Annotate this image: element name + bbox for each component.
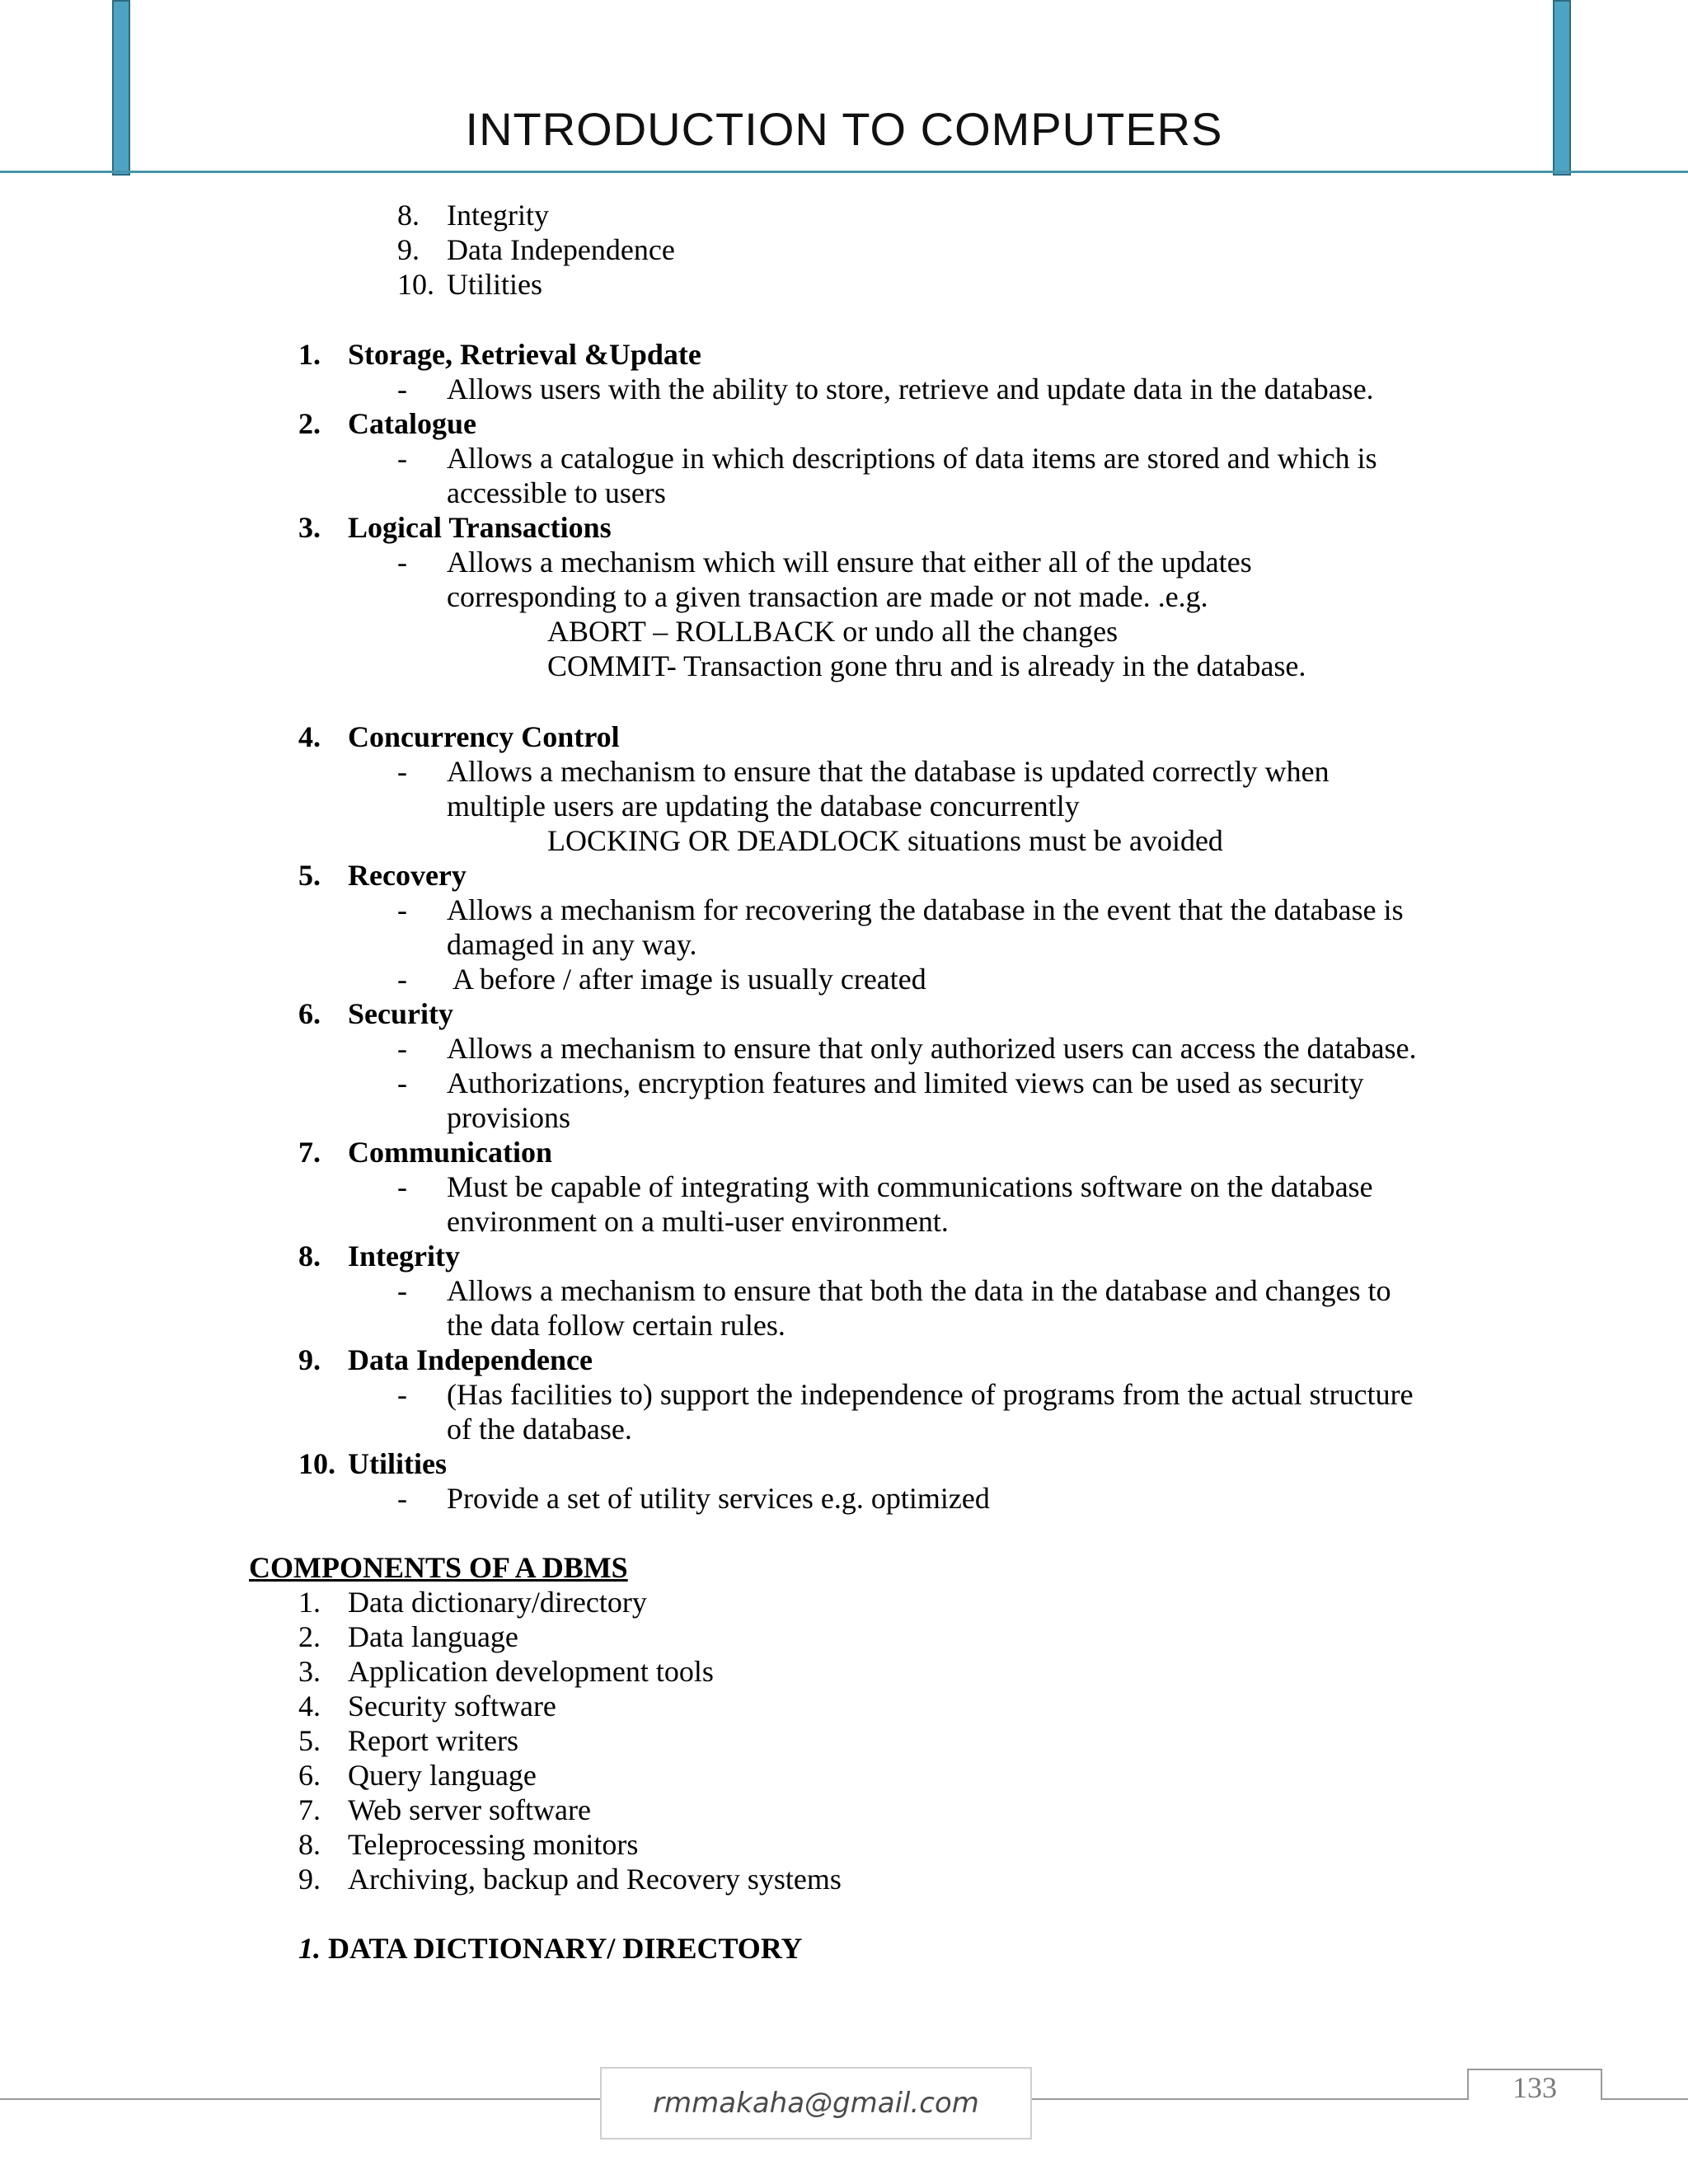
function-text: Allows a catalogue in which descriptions of data items are stored and which is (447, 442, 1377, 475)
header-rule (0, 171, 1688, 173)
bullet: - (397, 1274, 407, 1307)
component-text: Application development tools (348, 1655, 714, 1688)
function-title: Logical Transactions (348, 511, 612, 544)
function-title: Integrity (348, 1240, 460, 1272)
bullet: - (397, 755, 407, 788)
section-num: 1. (298, 1932, 321, 1965)
component-num: 9. (298, 1863, 321, 1896)
component-num: 5. (298, 1724, 321, 1757)
component-num: 8. (298, 1828, 321, 1861)
component-num: 4. (298, 1690, 321, 1722)
bullet: - (397, 1378, 407, 1411)
function-num: 9. (298, 1343, 321, 1376)
list-item-num: 8. (397, 199, 420, 232)
function-text: multiple users are updating the database concurrently (447, 790, 1080, 823)
component-text: Security software (348, 1690, 556, 1722)
footer-rule-right (1032, 2098, 1467, 2100)
footer-rule-far-right (1602, 2098, 1688, 2100)
function-text: Must be capable of integrating with communications software on the database (447, 1170, 1373, 1203)
function-title: Recovery (348, 859, 467, 892)
function-text: Authorizations, encryption features and limited views can be used as security (447, 1066, 1364, 1099)
function-num: 1. (298, 338, 321, 371)
function-text: provisions (447, 1101, 571, 1134)
function-text: (Has facilities to) support the independence of programs from the actual structure (447, 1378, 1414, 1411)
function-text: Provide a set of utility services e.g. optimized (447, 1482, 990, 1515)
function-subtext: COMMIT- Transaction gone thru and is already in the database. (547, 649, 1306, 682)
bullet: - (397, 442, 407, 475)
function-text: Allows a mechanism to ensure that the database is updated correctly when (447, 755, 1329, 788)
component-text: Query language (348, 1759, 537, 1792)
section-title: DATA DICTIONARY/ DIRECTORY (328, 1932, 803, 1965)
function-text: corresponding to a given transaction are made or not made. .e.g. (447, 580, 1208, 613)
component-text: Web server software (348, 1793, 591, 1826)
function-text: Allows a mechanism which will ensure that either all of the updates (447, 546, 1252, 579)
function-text: Allows users with the ability to store, retrieve and update data in the database. (447, 373, 1374, 405)
function-text: A before / after image is usually created (447, 963, 926, 996)
bullet: - (397, 373, 407, 405)
function-text: environment on a multi-user environment. (447, 1205, 949, 1238)
bullet: - (397, 1032, 407, 1065)
function-num: 5. (298, 859, 321, 892)
function-text: Allows a mechanism to ensure that both the data in the database and changes to (447, 1274, 1391, 1307)
component-num: 3. (298, 1655, 321, 1688)
component-text: Archiving, backup and Recovery systems (348, 1863, 842, 1896)
function-num: 8. (298, 1240, 321, 1272)
function-num: 2. (298, 407, 321, 440)
function-text: Allows a mechanism to ensure that only authorized users can access the database. (447, 1032, 1417, 1065)
function-title: Storage, Retrieval &Update (348, 338, 701, 371)
function-text: the data follow certain rules. (447, 1309, 785, 1342)
bullet: - (397, 893, 407, 926)
footer-rule-left (0, 2098, 600, 2100)
function-text: of the database. (447, 1413, 632, 1446)
component-text: Data dictionary/directory (348, 1586, 647, 1619)
page-number: 133 (1512, 2071, 1557, 2104)
component-num: 1. (298, 1586, 321, 1619)
function-num: 7. (298, 1136, 321, 1169)
function-title: Concurrency Control (348, 720, 620, 753)
function-subtext: ABORT – ROLLBACK or undo all the changes (547, 615, 1118, 648)
function-title: Utilities (348, 1447, 447, 1480)
component-num: 2. (298, 1620, 321, 1653)
list-item-text: Data Independence (447, 233, 675, 266)
list-item-num: 9. (397, 233, 420, 266)
function-num: 10. (298, 1447, 335, 1480)
function-num: 4. (298, 720, 321, 753)
function-text: damaged in any way. (447, 928, 697, 961)
function-text: accessible to users (447, 476, 666, 509)
function-title: Catalogue (348, 407, 476, 440)
list-item-text: Integrity (447, 199, 549, 232)
list-item-num: 10. (397, 268, 434, 301)
footer-email: rmmakaha@gmail.com (600, 2067, 1032, 2139)
function-text: Allows a mechanism for recovering the database in the event that the database is (447, 893, 1404, 926)
bullet: - (397, 1066, 407, 1099)
bullet: - (397, 546, 407, 579)
list-item-text: Utilities (447, 268, 542, 301)
function-num: 6. (298, 997, 321, 1030)
components-heading: COMPONENTS OF A DBMS (249, 1551, 628, 1584)
component-num: 7. (298, 1793, 321, 1826)
bullet: - (397, 963, 407, 996)
function-num: 3. (298, 511, 321, 544)
function-title: Security (348, 997, 453, 1030)
page-title: INTRODUCTION TO COMPUTERS (465, 103, 1223, 155)
function-title: Communication (348, 1136, 553, 1169)
bullet: - (397, 1170, 407, 1203)
bullet: - (397, 1482, 407, 1515)
function-title: Data Independence (348, 1343, 593, 1376)
component-text: Teleprocessing monitors (348, 1828, 639, 1861)
component-num: 6. (298, 1759, 321, 1792)
component-text: Data language (348, 1620, 518, 1653)
component-text: Report writers (348, 1724, 518, 1757)
function-subtext: LOCKING OR DEADLOCK situations must be avoided (547, 824, 1223, 857)
